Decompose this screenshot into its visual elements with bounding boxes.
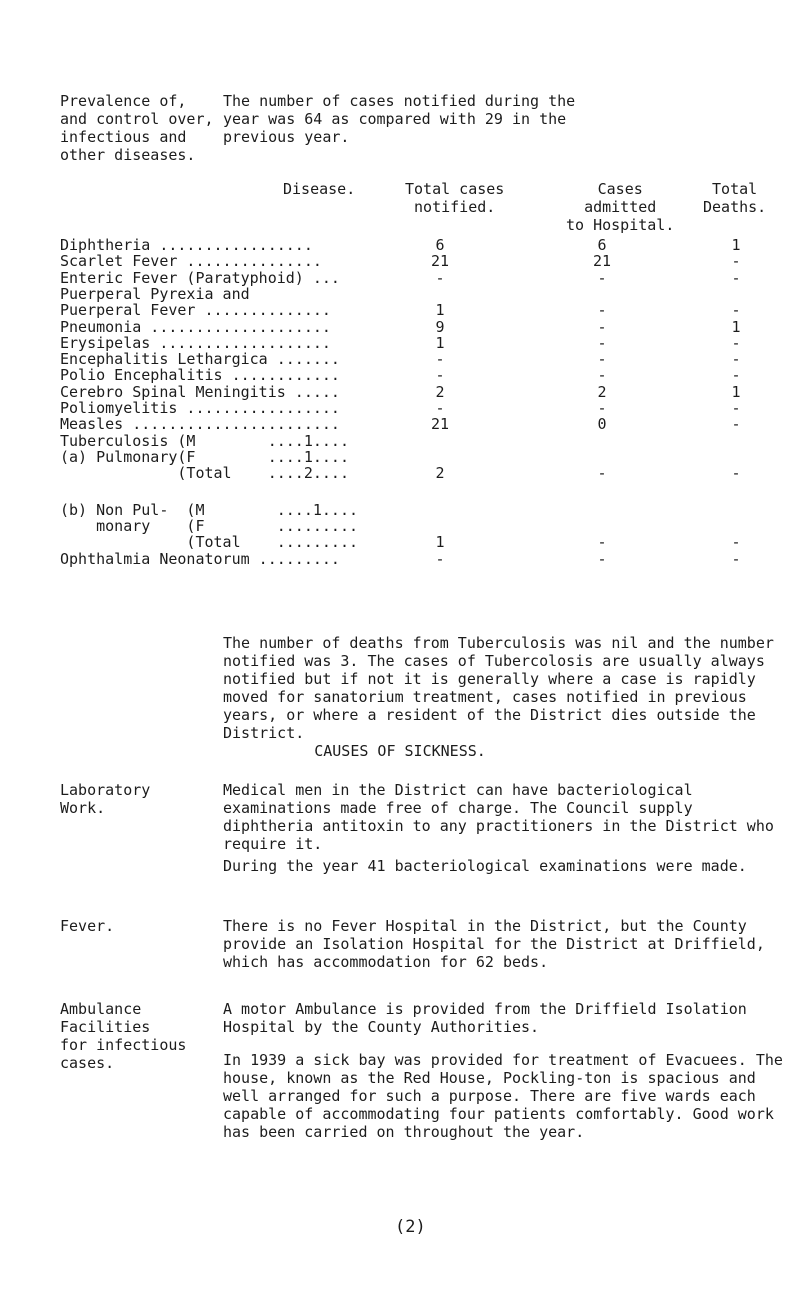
table-cell-admitted: - — [597, 350, 607, 369]
table-row-label: Ophthalmia Neonatorum ......... — [60, 549, 340, 568]
table-row-label: (Total ......... — [60, 533, 359, 552]
table-cell-deaths: - — [731, 252, 741, 271]
table-cell-notified: 6 — [435, 236, 445, 254]
table-cell-notified: - — [435, 350, 445, 369]
table-row-label: Diphtheria ................. — [60, 236, 313, 254]
table-cell-admitted: - — [597, 268, 607, 287]
table-row-label: Enteric Fever (Paratyphoid) ... — [60, 268, 340, 287]
table-cell-notified: 21 — [430, 252, 450, 271]
causes-heading: CAUSES OF SICKNESS. — [314, 742, 486, 760]
table-cell-deaths: - — [731, 301, 741, 320]
laboratory-para-2: During the year 41 bacteriological examinations were made. — [223, 857, 747, 875]
table-cell-deaths: - — [731, 333, 741, 352]
side-heading-laboratory: Laboratory Work. — [60, 781, 151, 817]
table-cell-notified: - — [435, 268, 445, 287]
table-cell-notified: 9 — [435, 317, 445, 336]
table-row-label: Measles ....................... — [60, 415, 340, 434]
table-cell-deaths: - — [731, 464, 741, 483]
table-row-label: Cerebro Spinal Meningitis ..... — [60, 382, 340, 401]
table-row-label: (a) Pulmonary(F ....1.... — [60, 447, 349, 466]
table-cell-notified: 2 — [435, 464, 445, 483]
laboratory-para-1: Medical men in the District can have bacteriological examinations made free of charge. The Council supply diphtheria antitoxin to any practitioners in the District who require it. — [223, 781, 774, 853]
table-cell-deaths: 1 — [731, 317, 741, 336]
table-cell-admitted: 21 — [592, 252, 612, 271]
table-cell-admitted: 0 — [597, 415, 607, 434]
fever-para: There is no Fever Hospital in the District, but the County provide an Isolation Hospital for the District at Driffield, which has accommodation for 62 beds. — [223, 917, 765, 971]
table-cell-admitted: 6 — [597, 236, 607, 254]
table-cell-notified: 21 — [430, 415, 450, 434]
table-cell-notified: 2 — [435, 382, 445, 401]
table-cell-deaths: 1 — [731, 236, 741, 254]
table-row-label: monary (F ......... — [60, 517, 359, 536]
table-cell-admitted: 2 — [597, 382, 607, 401]
header-deaths: Total Deaths. — [703, 180, 767, 216]
table-cell-notified: 1 — [435, 301, 445, 320]
table-row-label: Encephalitis Lethargica ....... — [60, 350, 340, 369]
table-row-label: Puerperal Pyrexia and — [60, 284, 250, 303]
table-cell-admitted: - — [597, 366, 607, 385]
side-heading-ambulance: Ambulance Facilities for infectious cases. — [60, 1000, 187, 1072]
table-row-label: Erysipelas ................... — [60, 333, 331, 352]
table-cell-notified: 1 — [435, 533, 445, 552]
page-number: (2) — [395, 1217, 426, 1237]
ambulance-para-1: A motor Ambulance is provided from the Driffield Isolation Hospital by the County Authorities. — [223, 1000, 747, 1036]
table-cell-admitted: - — [597, 399, 607, 417]
table-cell-deaths: - — [731, 350, 741, 369]
table-cell-deaths: - — [731, 549, 741, 568]
table-cell-admitted: - — [597, 464, 607, 483]
header-admitted: Cases admitted to Hospital. — [566, 180, 675, 234]
table-cell-deaths: - — [731, 533, 741, 552]
table-cell-notified: - — [435, 366, 445, 385]
header-disease: Disease. — [283, 180, 356, 198]
section-side-heading-prevalence: Prevalence of, and control over, infectious and other diseases. — [60, 92, 214, 164]
tuberculosis-note: The number of deaths from Tuberculosis was nil and the number notified was 3. The cases of Tubercolosis are usually always notified but if not it is generally where a case is rapidly moved for sanatorium treatment, cases notified in previous years, or where a resident of the District dies outside the District. — [223, 634, 774, 742]
table-cell-deaths: - — [731, 415, 741, 434]
intro-text: The number of cases notified during the year was 64 as compared with 29 in the previous year. — [223, 92, 576, 146]
table-cell-deaths: - — [731, 399, 741, 417]
table-cell-admitted: - — [597, 301, 607, 320]
table-row-label: (b) Non Pul- (M ....1.... — [60, 500, 359, 519]
table-row-label: Polio Encephalitis ............ — [60, 366, 340, 385]
table-row-label: Pneumonia .................... — [60, 317, 331, 336]
table-row-label: Scarlet Fever ............... — [60, 252, 322, 271]
ambulance-para-2: In 1939 a sick bay was provided for treatment of Evacuees. The house, known as the Red House, Pockling-ton is spacious and well arranged for such a purpose. There are five wards each capable of accommodating four patients comfortably. Good work has been carried on throughout the year. — [223, 1051, 783, 1141]
table-cell-deaths: 1 — [731, 382, 741, 401]
table-cell-deaths: - — [731, 268, 741, 287]
table-row-label: Puerperal Fever .............. — [60, 301, 331, 320]
table-cell-admitted: - — [597, 333, 607, 352]
side-heading-fever: Fever. — [60, 917, 115, 935]
table-cell-admitted: - — [597, 549, 607, 568]
header-notified: Total cases notified. — [405, 180, 505, 216]
table-cell-admitted: - — [597, 317, 607, 336]
table-cell-notified: 1 — [435, 333, 445, 352]
table-cell-notified: - — [435, 549, 445, 568]
table-row-label: (Total ....2.... — [60, 464, 349, 483]
table-row-label: Poliomyelitis ................. — [60, 399, 340, 417]
table-cell-admitted: - — [597, 533, 607, 552]
table-cell-deaths: - — [731, 366, 741, 385]
table-row-label: Tuberculosis (M ....1.... — [60, 431, 349, 450]
table-cell-notified: - — [435, 399, 445, 417]
